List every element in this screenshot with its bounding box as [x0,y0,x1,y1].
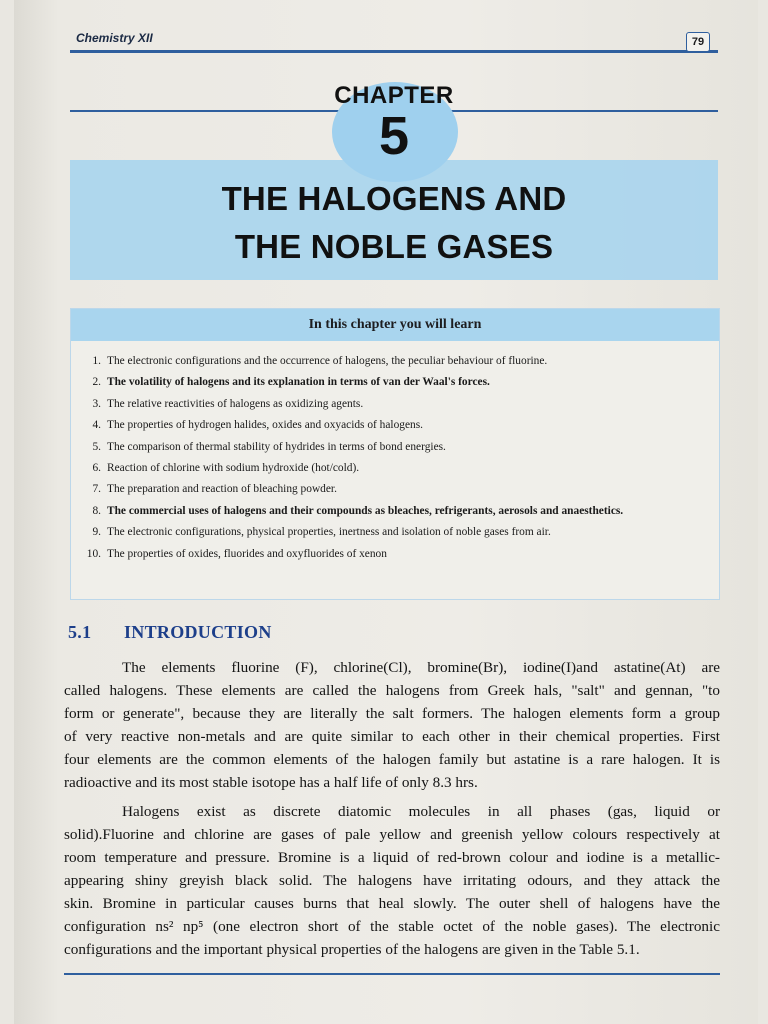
item-number: 9. [92,526,101,539]
text-line: room temperature and pressure. Bromine is a liquid of red-brown colour and iodine is a metallic- [64,849,720,866]
list-item [71,544,719,565]
list-item [71,372,719,393]
item-text: The comparison of thermal stability of hydrides in terms of bond energies. [107,440,446,453]
item-text: The electronic configurations, physical properties, inertness and isolation of noble gases from air. [107,526,551,539]
list-item [71,394,719,415]
item-text: The commercial uses of halogens and their compounds as bleaches, refrigerants, aerosols and anaesthetics. [107,504,624,517]
list-item [71,351,719,372]
text-line: of very reactive non-metals and are quite similar to each other in their chemical properties. First [64,728,720,745]
item-number: 7. [92,483,101,496]
page-number: 79 [686,32,710,52]
text-line: solid).Fluorine and chlorine are gases of pale yellow and greenish yellow colours respectively at [64,826,720,843]
text-line: called halogens. These elements are called the halogens from Greek hals, "salt" and gennan, "to [64,682,720,699]
section-number: 5.1 [68,622,92,642]
text-line: The elements fluorine (F), chlorine(Cl), bromine(Br), iodine(I)and astatine(At) are [122,659,720,676]
text-line: Halogens exist as discrete diatomic molecules in all phases (gas, liquid or [122,803,720,820]
item-text: The preparation and reaction of bleaching powder. [107,483,337,496]
learning-objectives-box [70,308,720,600]
item-number: 4. [92,419,101,432]
text-line: four elements are the common elements of the halogen family but astatine is a rare halogen. It is [64,751,720,768]
paragraph-halogen-properties [64,800,720,961]
text-line: appearing shiny greyish black solid. The halogens have irritating odours, and they attack the [64,872,720,889]
item-text: The electronic configurations and the occurrence of halogens, the peculiar behaviour of fluorine. [107,355,548,367]
list-item [71,437,719,458]
section-title: INTRODUCTION [124,622,272,642]
bottom-rule [64,973,720,975]
list-item [71,458,719,479]
item-number: 8. [92,504,101,517]
list-item [71,501,719,522]
item-text: The properties of hydrogen halides, oxides and oxyacids of halogens. [107,419,424,432]
chapter-title-line-2: THE NOBLE GASES [234,228,554,265]
text-line: radioactive and its most stable isotope has a half life of only 8.3 hrs. [64,774,478,791]
item-text: The properties of oxides, fluorides and oxyfluorides of xenon [107,547,387,560]
book-title: Chemistry XII [76,31,153,45]
section-heading [68,622,668,643]
text-line: skin. Bromine in particular causes burns that heal slowly. The outer shell of halogens have the [64,895,720,912]
running-head [70,28,718,53]
text-line: configurations and the important physical properties of the halogens are given in the Table 5.1. [64,941,640,958]
item-number: 5. [92,440,101,453]
item-number: 1. [92,355,101,367]
item-number: 2. [92,376,101,389]
chapter-title-line-1: THE HALOGENS AND [221,180,567,217]
item-number: 6. [92,461,101,474]
list-item [71,479,719,500]
item-number: 10. [86,547,101,560]
list-item [71,415,719,436]
item-number: 3. [92,397,101,410]
learning-objectives-list [71,351,719,565]
chapter-number: 5 [378,106,410,166]
learning-objectives-heading: In this chapter you will learn [71,309,719,341]
list-item [71,522,719,543]
text-line: configuration ns² np⁵ (one electron short of the stable octet of the noble gases). The electronic [64,918,720,935]
chapter-label: CHAPTER [334,82,454,109]
item-text: The relative reactivities of halogens as oxidizing agents. [107,397,364,410]
text-line: form or generate", because they are literally the salt formers. The halogen elements form a group [64,705,720,722]
item-text: Reaction of chlorine with sodium hydroxide (hot/cold). [107,461,360,474]
book-page [14,0,758,1024]
paragraph-introduction [64,656,720,794]
item-text: The volatility of halogens and its explanation in terms of van der Waal's forces. [107,376,490,389]
